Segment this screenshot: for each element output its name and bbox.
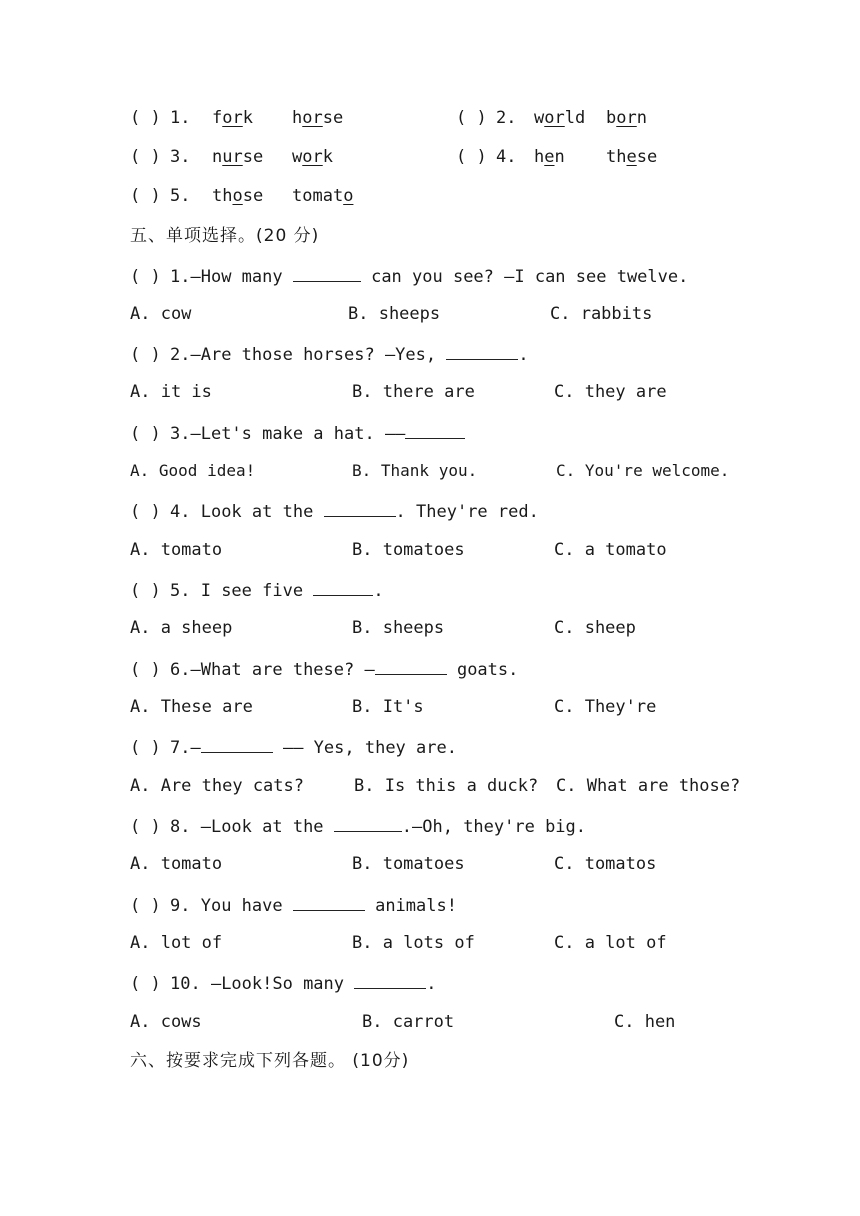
option-b[interactable]: B. It's — [352, 697, 424, 717]
phonics-row-4 — [456, 145, 658, 169]
options-3 — [130, 459, 730, 483]
options-2 — [130, 380, 667, 404]
phonics-row-1 — [130, 106, 344, 130]
option-a[interactable]: A. tomato — [130, 854, 223, 874]
option-a[interactable]: A. cows — [130, 1012, 202, 1032]
answer-paren[interactable]: ( ) — [130, 502, 161, 522]
answer-paren[interactable]: ( ) — [130, 186, 161, 206]
question-8: ( ) 8. —Look at the .—Oh, they're big. — [130, 813, 586, 837]
question-7: ( ) 7.— —— Yes, they are. — [130, 734, 457, 758]
answer-blank[interactable] — [334, 813, 402, 832]
option-b[interactable]: B. Is this a duck? — [354, 776, 539, 796]
answer-blank[interactable] — [313, 577, 373, 596]
question-5: ( ) 5. I see five . — [130, 577, 384, 601]
option-a[interactable]: A. a sheep — [130, 618, 233, 638]
item-number: 2. — [496, 108, 517, 128]
answer-paren[interactable]: ( ) — [130, 108, 161, 128]
answer-paren[interactable]: ( ) — [130, 738, 161, 758]
options-7 — [130, 774, 741, 798]
option-a[interactable]: A. These are — [130, 697, 253, 717]
option-b[interactable]: B. carrot — [362, 1012, 455, 1032]
option-a[interactable]: A. cow — [130, 304, 192, 324]
option-c[interactable]: C. a lot of — [554, 933, 667, 953]
answer-blank[interactable] — [354, 970, 426, 989]
option-b[interactable]: B. Thank you. — [352, 461, 478, 480]
option-c[interactable]: C. You're welcome. — [556, 461, 730, 480]
answer-paren[interactable]: ( ) — [130, 267, 161, 287]
option-a[interactable]: A. tomato — [130, 540, 223, 560]
question-3: ( ) 3.—Let's make a hat. —— — [130, 420, 465, 444]
options-6 — [130, 695, 657, 719]
option-b[interactable]: B. sheeps — [352, 618, 445, 638]
options-10 — [130, 1010, 676, 1034]
word-2: these — [606, 147, 658, 167]
option-c[interactable]: C. tomatos — [554, 854, 657, 874]
option-a[interactable]: A. lot of — [130, 933, 223, 953]
options-4 — [130, 538, 667, 562]
section6-heading: 六、按要求完成下列各题。 (10分) — [130, 1051, 410, 1071]
option-a[interactable]: A. Are they cats? — [130, 776, 304, 796]
answer-blank[interactable] — [405, 420, 465, 439]
answer-paren[interactable]: ( ) — [130, 345, 161, 365]
word-1: those — [212, 186, 264, 206]
phonics-row-2 — [456, 106, 647, 130]
option-b[interactable]: B. a lots of — [352, 933, 475, 953]
option-a[interactable]: A. Good idea! — [130, 461, 256, 480]
phonics-row-3 — [130, 145, 333, 169]
word-1: world — [534, 108, 586, 128]
phonics-row-5 — [130, 184, 354, 208]
option-b[interactable]: B. there are — [352, 382, 475, 402]
item-number: 1. — [170, 108, 191, 128]
options-1 — [130, 302, 653, 326]
option-b[interactable]: B. sheeps — [348, 304, 441, 324]
answer-blank[interactable] — [293, 892, 365, 911]
option-b[interactable]: B. tomatoes — [352, 540, 465, 560]
word-1: hen — [534, 147, 565, 167]
question-10: ( ) 10. —Look!So many . — [130, 970, 437, 994]
question-2: ( ) 2.—Are those horses? —Yes, . — [130, 341, 529, 365]
option-c[interactable]: C. sheep — [554, 618, 636, 638]
option-a[interactable]: A. it is — [130, 382, 212, 402]
options-8 — [130, 852, 657, 876]
section5-heading: 五、单项选择。(20 分) — [130, 226, 320, 246]
word-2: born — [606, 108, 647, 128]
answer-paren[interactable]: ( ) — [130, 974, 161, 994]
question-4: ( ) 4. Look at the . They're red. — [130, 498, 539, 522]
option-c[interactable]: C. hen — [614, 1012, 676, 1032]
option-c[interactable]: C. rabbits — [550, 304, 653, 324]
answer-blank[interactable] — [446, 341, 518, 360]
word-2: horse — [292, 108, 344, 128]
word-2: tomato — [292, 186, 354, 206]
answer-paren[interactable]: ( ) — [130, 817, 161, 837]
option-c[interactable]: C. a tomato — [554, 540, 667, 560]
option-c[interactable]: C. they are — [554, 382, 667, 402]
answer-paren[interactable]: ( ) — [130, 147, 161, 167]
answer-paren[interactable]: ( ) — [130, 896, 161, 916]
word-1: fork — [212, 108, 253, 128]
word-2: work — [292, 147, 333, 167]
option-c[interactable]: C. They're — [554, 697, 657, 717]
answer-blank[interactable] — [293, 263, 361, 282]
question-1: ( ) 1.—How many can you see? —I can see twelve. — [130, 263, 688, 287]
answer-paren[interactable]: ( ) — [130, 424, 161, 444]
item-number: 4. — [496, 147, 517, 167]
answer-blank[interactable] — [375, 656, 447, 675]
answer-paren[interactable]: ( ) — [456, 147, 487, 167]
answer-paren[interactable]: ( ) — [456, 108, 487, 128]
answer-blank[interactable] — [201, 734, 273, 753]
item-number: 5. — [170, 186, 191, 206]
answer-paren[interactable]: ( ) — [130, 581, 161, 601]
word-1: nurse — [212, 147, 264, 167]
item-number: 3. — [170, 147, 191, 167]
option-c[interactable]: C. What are those? — [556, 776, 741, 796]
answer-paren[interactable]: ( ) — [130, 660, 161, 680]
question-6: ( ) 6.—What are these? — goats. — [130, 656, 518, 680]
option-b[interactable]: B. tomatoes — [352, 854, 465, 874]
answer-blank[interactable] — [324, 498, 396, 517]
options-9 — [130, 931, 667, 955]
question-9: ( ) 9. You have animals! — [130, 892, 457, 916]
options-5 — [130, 616, 636, 640]
